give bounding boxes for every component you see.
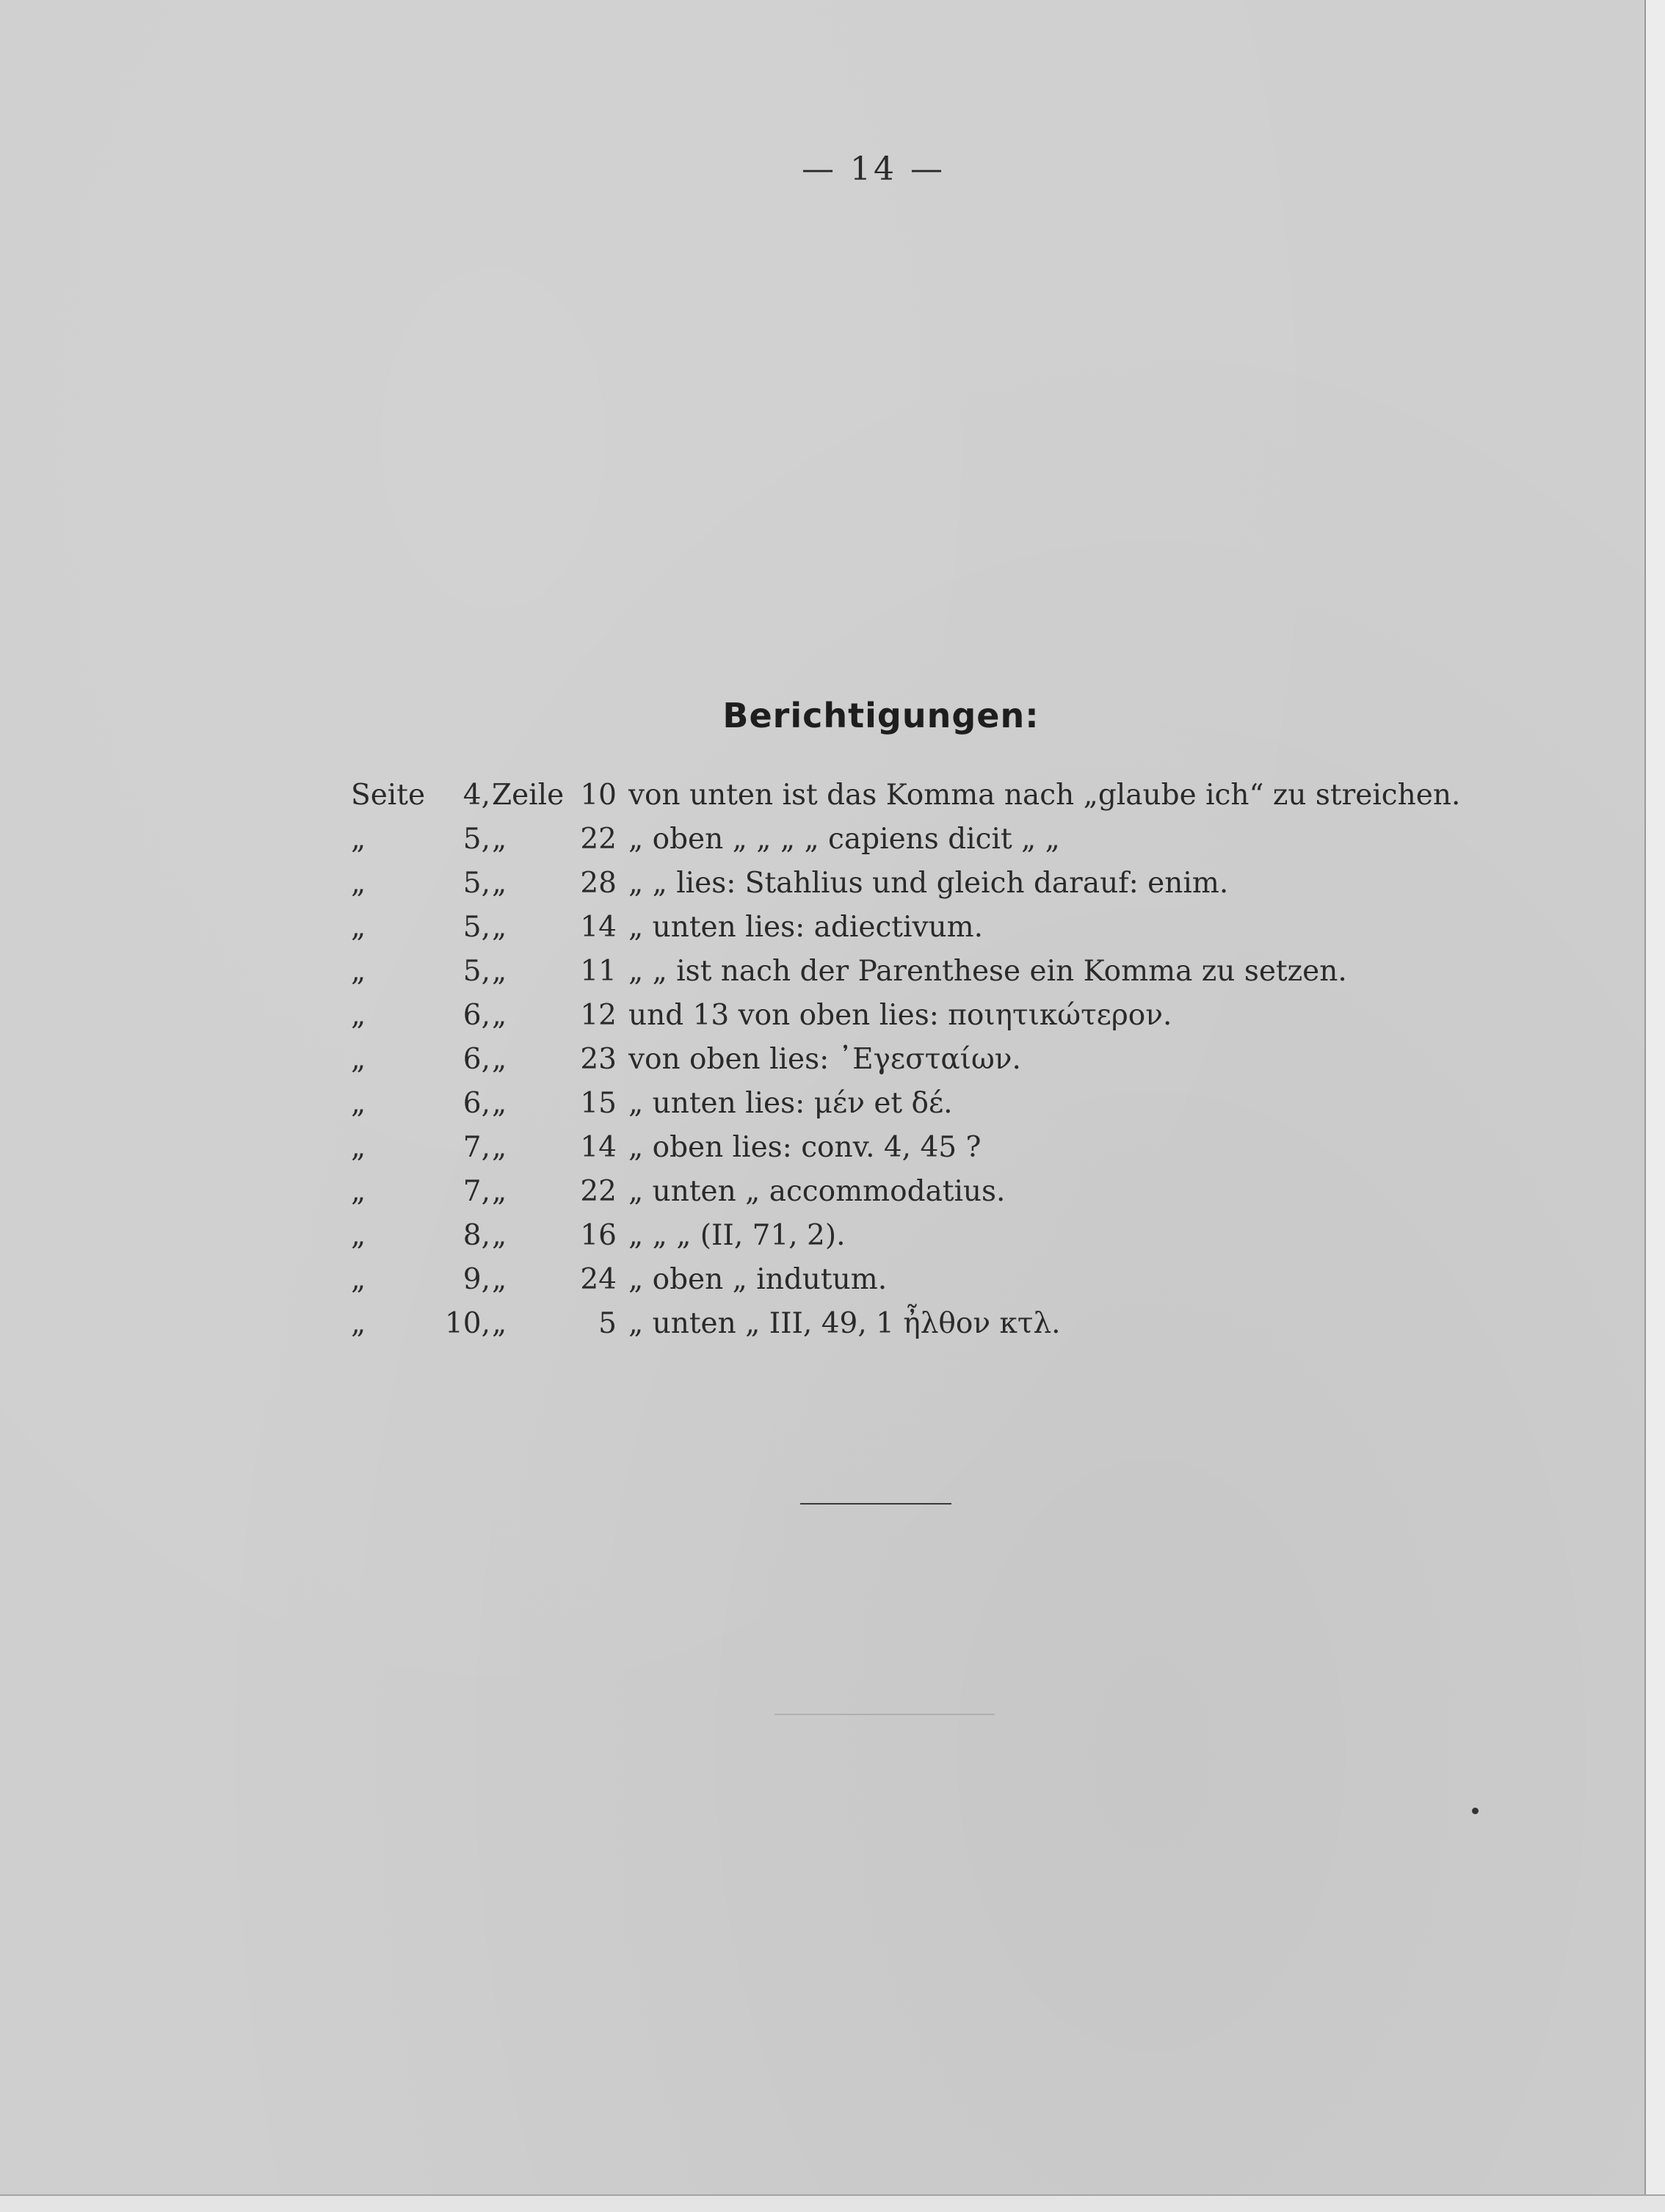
correction-text: „ „ ist nach der Parenthese ein Komma zu setzen. xyxy=(628,955,1347,988)
page-ref: 6, xyxy=(462,999,490,1032)
page-ref: 6, xyxy=(462,1087,490,1120)
line-ref: 14 xyxy=(580,911,617,944)
zeile-ditto: „ xyxy=(492,1131,507,1164)
page-ref: 5, xyxy=(462,867,490,900)
line-ref: 12 xyxy=(580,999,617,1032)
errata-row xyxy=(0,997,1644,1035)
line-ref: 24 xyxy=(580,1263,617,1296)
zeile-ditto: „ xyxy=(492,999,507,1032)
zeile-ditto: „ xyxy=(492,955,507,988)
errata-row xyxy=(0,1129,1644,1167)
seite-label: Seite xyxy=(351,779,426,812)
errata-row xyxy=(0,865,1644,903)
errata-row xyxy=(0,1305,1644,1343)
page-ref: 5, xyxy=(462,823,490,856)
line-ref: 5 xyxy=(598,1307,617,1340)
zeile-ditto: „ xyxy=(492,1175,507,1208)
line-ref: 16 xyxy=(580,1219,617,1252)
correction-text: „ oben lies: conv. 4, 45 ? xyxy=(628,1131,982,1164)
correction-text: „ unten „ III, 49, 1 ἦλθον κτλ. xyxy=(628,1307,1061,1340)
closing-rule xyxy=(800,1503,951,1505)
zeile-ditto: „ xyxy=(492,911,507,944)
errata-row xyxy=(0,821,1644,859)
seite-ditto: „ xyxy=(351,867,366,900)
correction-text: und 13 von oben lies: ποιητικώτερον. xyxy=(628,999,1172,1032)
errata-row xyxy=(0,953,1644,991)
zeile-ditto: „ xyxy=(492,1219,507,1252)
errata-row xyxy=(0,1173,1644,1211)
zeile-ditto: „ xyxy=(492,823,507,856)
seite-ditto: „ xyxy=(351,823,366,856)
seite-ditto: „ xyxy=(351,1043,366,1076)
errata-row xyxy=(0,1041,1644,1079)
correction-text: „ oben „ indutum. xyxy=(628,1263,888,1296)
errata-row xyxy=(0,776,1644,815)
page-ref: 9, xyxy=(462,1263,490,1296)
seite-ditto: „ xyxy=(351,911,366,944)
heading-berichtigungen: Berichtigungen: xyxy=(722,696,1040,735)
page-ref: 7, xyxy=(462,1131,490,1164)
line-ref: 14 xyxy=(580,1131,617,1164)
seite-ditto: „ xyxy=(351,1175,366,1208)
correction-text: von unten ist das Komma nach „glaube ich“ zu streichen. xyxy=(628,779,1461,812)
zeile-ditto: „ xyxy=(492,1043,507,1076)
zeile-ditto: „ xyxy=(492,1087,507,1120)
correction-text: „ unten lies: μέν et δέ. xyxy=(628,1087,953,1120)
line-ref: 15 xyxy=(580,1087,617,1120)
line-ref: 28 xyxy=(580,867,617,900)
errata-row xyxy=(0,1261,1644,1299)
line-ref: 22 xyxy=(580,823,617,856)
seite-ditto: „ xyxy=(351,955,366,988)
faint-bleed-through-line xyxy=(775,1714,995,1715)
errata-row xyxy=(0,909,1644,947)
correction-text: „ unten „ accommodatius. xyxy=(628,1175,1006,1208)
page-ref: 4, xyxy=(462,779,490,812)
page-ref: 5, xyxy=(462,955,490,988)
correction-text: „ „ lies: Stahlius und gleich darauf: enim. xyxy=(628,867,1229,900)
page-ref: 8, xyxy=(462,1219,490,1252)
scan-edge-right xyxy=(1644,0,1665,2211)
seite-ditto: „ xyxy=(351,1263,366,1296)
line-ref: 11 xyxy=(580,955,617,988)
seite-ditto: „ xyxy=(351,1307,366,1340)
errata-row xyxy=(0,1085,1644,1123)
correction-text: von oben lies: ᾿Εγεσταίων. xyxy=(628,1043,1021,1076)
correction-text: „ unten lies: adiectivum. xyxy=(628,911,983,944)
line-ref: 22 xyxy=(580,1175,617,1208)
ink-speck xyxy=(1472,1808,1479,1814)
seite-ditto: „ xyxy=(351,1131,366,1164)
zeile-ditto: „ xyxy=(492,1263,507,1296)
seite-ditto: „ xyxy=(351,999,366,1032)
seite-ditto: „ xyxy=(351,1087,366,1120)
correction-text: „ oben „ „ „ „ capiens dicit „ „ xyxy=(628,823,1060,856)
scan-edge-bottom xyxy=(0,2194,1665,2212)
errata-row xyxy=(0,1217,1644,1255)
line-ref: 23 xyxy=(580,1043,617,1076)
page-ref: 5, xyxy=(462,911,490,944)
line-ref: 10 xyxy=(580,779,617,812)
zeile-ditto: „ xyxy=(492,867,507,900)
zeile-label: Zeile xyxy=(492,779,565,812)
zeile-ditto: „ xyxy=(492,1307,507,1340)
correction-text: „ „ „ (II, 71, 2). xyxy=(628,1219,846,1252)
page-ref: 7, xyxy=(462,1175,490,1208)
seite-ditto: „ xyxy=(351,1219,366,1252)
page-number: — 14 — xyxy=(802,150,946,188)
page-ref: 6, xyxy=(462,1043,490,1076)
page-ref: 10, xyxy=(444,1307,490,1340)
